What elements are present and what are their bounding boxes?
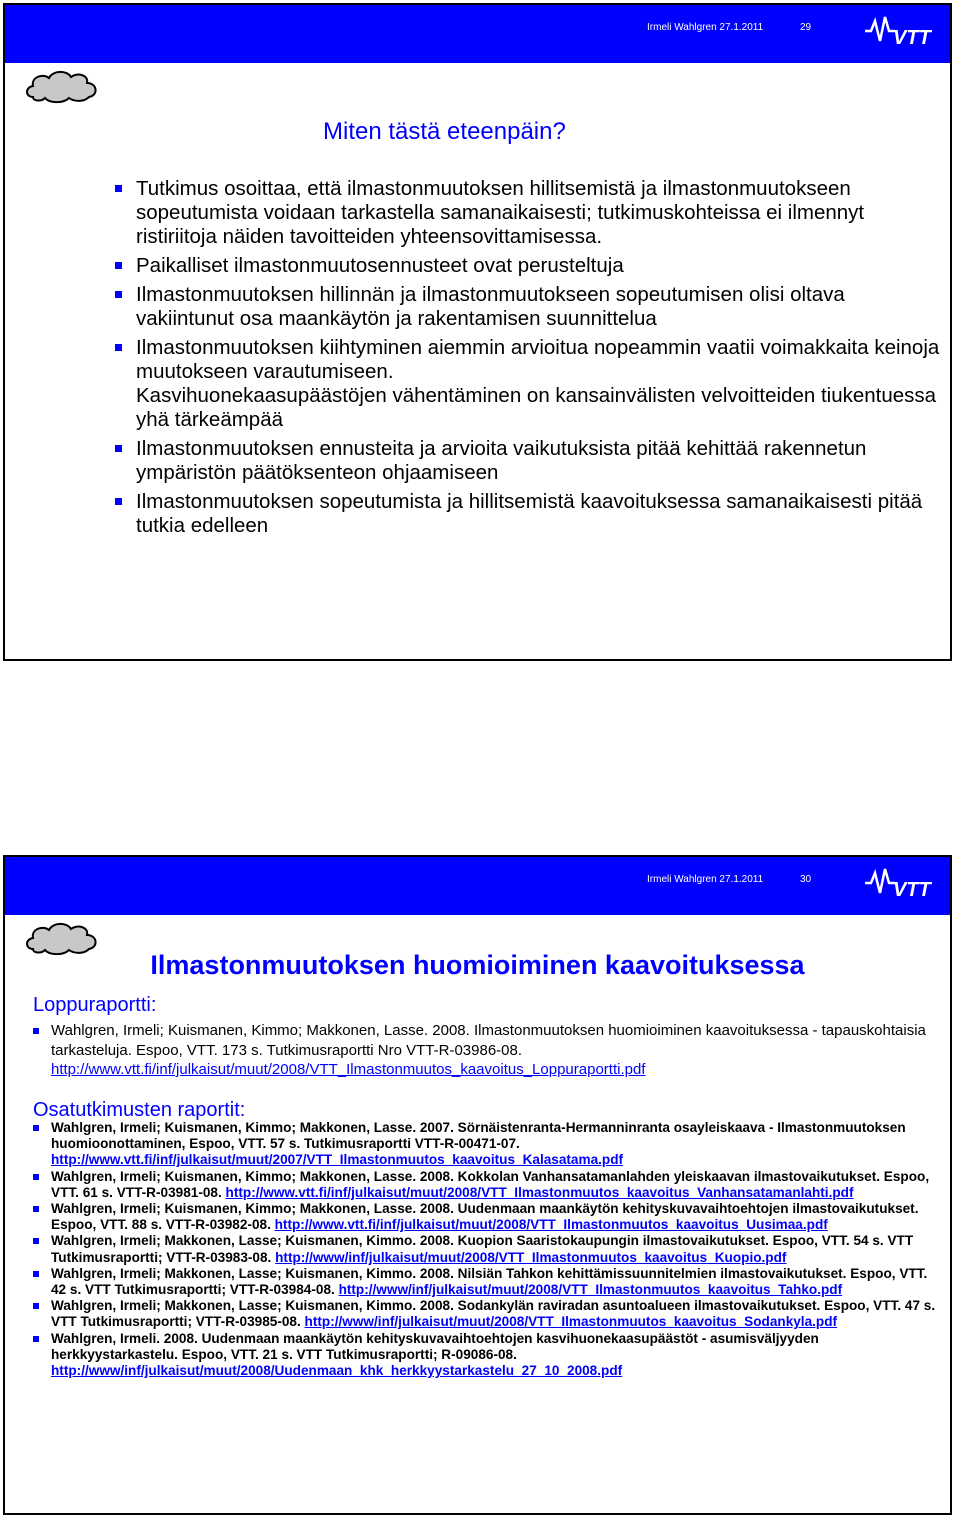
reference-link[interactable]: http://www/inf/julkaisut/muut/2008/VTT_Ilmastonmuutos_kaavoitus_Sodankyla.pdf bbox=[304, 1314, 838, 1330]
bullet-item: Ilmastonmuutoksen sopeutumista ja hillitsemistä kaavoituksessa samanaikaisesti pitää tutkia edelleen bbox=[112, 490, 942, 538]
bullet-item: Ilmastonmuutoksen hillinnän ja ilmastonmuutokseen sopeutumisen olisi oltava vakiintunut osa maankäytön ja rakentamisen suunnittelua bbox=[112, 283, 942, 331]
list-item bbox=[31, 1331, 945, 1380]
vtt-logo bbox=[863, 865, 945, 901]
list-item bbox=[31, 1201, 945, 1233]
bullet-item: Ilmastonmuutoksen ennusteita ja arvioita vaikutuksista pitää kehittää rakennetun ympäristön päätöksenteon ohjaamiseen bbox=[112, 437, 942, 485]
sub-reports-list bbox=[31, 1120, 945, 1379]
list-item bbox=[31, 1266, 945, 1298]
reference-text: Wahlgren, Irmeli; Kuismanen, Kimmo; Makkonen, Lasse. 2007. Sörnäistenranta-Hermanninranta osayleiskaava - Ilmastonmuutoksen huomioonottaminen, Espoo, VTT. 57 s. Tutkimusraportti VTT-R-00471-07. bbox=[51, 1120, 906, 1152]
cloud-icon bbox=[23, 67, 103, 107]
reference-link[interactable]: http://www/inf/julkaisut/muut/2008/VTT_Ilmastonmuutos_kaavoitus_Kuopio.pdf bbox=[275, 1249, 787, 1265]
list-item bbox=[31, 1298, 945, 1330]
list-item bbox=[31, 1021, 945, 1080]
vtt-logo bbox=[863, 13, 945, 49]
reference-link[interactable]: http://www.vtt.fi/inf/julkaisut/muut/2008/VTT_Ilmastonmuutos_kaavoitus_Uusimaa.pdf bbox=[274, 1217, 828, 1233]
reference-link[interactable]: http://www.vtt.fi/inf/julkaisut/muut/2007/VTT_Ilmastonmuutos_kaavoitus_Kalasatama.pdf bbox=[51, 1152, 624, 1168]
page-number: 29 bbox=[800, 22, 812, 33]
list-item bbox=[31, 1233, 945, 1265]
bullet-list bbox=[112, 177, 942, 543]
header-bar bbox=[5, 857, 950, 915]
svg-text:VTT: VTT bbox=[893, 879, 931, 901]
header-author-date: Irmeli Wahlgren 27.1.2011 bbox=[647, 874, 764, 885]
sub-reports-heading: Osatutkimusten raportit: bbox=[33, 1099, 246, 1121]
reference-link[interactable]: http://www/inf/julkaisut/muut/2008/VTT_Ilmastonmuutos_kaavoitus_Tahko.pdf bbox=[338, 1282, 843, 1298]
bullet-continuation: Kasvihuonekaasupäästöjen vähentäminen on kansainvälisten velvoitteiden tiukentuessa yhä tärkeämpää bbox=[136, 384, 937, 431]
reference-text: Wahlgren, Irmeli; Kuismanen, Kimmo; Makkonen, Lasse. 2008. Kokkolan Vanhansatamanlahden yleiskaavan ilmastovaikutukset. Espoo, VTT. 61 s. VTT-R-03981-08. bbox=[51, 1168, 930, 1200]
reference-text: Wahlgren, Irmeli. 2008. Uudenmaan maankäytön kehityskuvavaihtoehtojen kasvihuonekaasupäästöt - asumisväljyyden herkkyystarkastelu. Espoo, VTT. 21 s. VTT Tutkimusraportti; R-09086-08. bbox=[51, 1330, 819, 1362]
slide-title: Ilmastonmuutoksen huomioiminen kaavoituksessa bbox=[150, 950, 805, 980]
bullet-item: Paikalliset ilmastonmuutosennusteet ovat perusteltuja bbox=[112, 254, 942, 278]
final-report-heading: Loppuraportti: bbox=[33, 994, 157, 1016]
reference-link[interactable]: http://www.vtt.fi/inf/julkaisut/muut/2008/VTT_Ilmastonmuutos_kaavoitus_Vanhansatamanlahti.pdf bbox=[225, 1184, 854, 1200]
list-item bbox=[31, 1120, 945, 1169]
reference-text: Wahlgren, Irmeli; Makkonen, Lasse; Kuismanen, Kimmo. 2008. Kuopion Saaristokaupungin ilmastovaikutukset. Espoo, VTT. 54 s. VTT Tutkimusraportti; VTT-R-03983-08. bbox=[51, 1233, 914, 1265]
list-item bbox=[31, 1169, 945, 1201]
page-number: 30 bbox=[800, 874, 812, 885]
header-author-date: Irmeli Wahlgren 27.1.2011 bbox=[647, 22, 764, 33]
slide-30 bbox=[3, 855, 952, 1515]
final-report-list bbox=[31, 1021, 945, 1080]
reference-link[interactable]: http://www/inf/julkaisut/muut/2008/Uudenmaan_khk_herkkyystarkastelu_27_10_2008.pdf bbox=[51, 1363, 623, 1379]
slide-title: Miten tästä eteenpäin? bbox=[323, 118, 566, 145]
svg-text:VTT: VTT bbox=[893, 27, 931, 49]
bullet-item: Ilmastonmuutoksen kiihtyminen aiemmin arvioitua nopeammin vaatii voimakkaita keinoja muutokseen varautumiseen. bbox=[112, 336, 942, 384]
slide-29 bbox=[3, 3, 952, 661]
reference-text: Wahlgren, Irmeli; Makkonen, Lasse; Kuismanen, Kimmo. 2008. Sodankylän raviradan asuntoalueen ilmastovaikutukset. Espoo, VTT. 47 s. VTT Tutkimusraportti; VTT-R-03985-08. bbox=[51, 1298, 936, 1330]
reference-text: Wahlgren, Irmeli; Kuismanen, Kimmo; Makkonen, Lasse. 2008. Ilmastonmuutoksen huomioiminen kaavoituksessa - tapauskohtaisia tarkasteluja. Espoo, VTT. 173 s. Tutkimusraportti Nro VTT-R-03986-08. bbox=[51, 1022, 926, 1059]
reference-text: Wahlgren, Irmeli; Makkonen, Lasse; Kuismanen, Kimmo. 2008. Nilsiän Tahkon kehittämissuunnitelmien ilmastovaikutukset. Espoo, VTT. 42 s. VTT Tutkimusraportti; VTT-R-03984-08. bbox=[51, 1265, 928, 1298]
reference-text: Wahlgren, Irmeli; Kuismanen, Kimmo; Makkonen, Lasse. 2008. Uudenmaan maankäytön kehityskuvavaihtoehtojen ilmastovaikutukset. Espoo, VTT. 88 s. VTT-R-03982-08. bbox=[51, 1201, 919, 1233]
reference-link[interactable]: http://www.vtt.fi/inf/julkaisut/muut/2008/VTT_Ilmastonmuutos_kaavoitus_Loppuraportti.pdf bbox=[51, 1061, 646, 1078]
header-bar bbox=[5, 5, 950, 63]
bullet-item: Tutkimus osoittaa, että ilmastonmuutoksen hillitsemistä ja ilmastonmuutokseen sopeutumista voidaan tarkastella samanaikaisesti; tutkimuskohteissa ei ilmennyt ristiriitoja näiden tavoitteiden yhteensovittamisessa. bbox=[112, 177, 942, 249]
